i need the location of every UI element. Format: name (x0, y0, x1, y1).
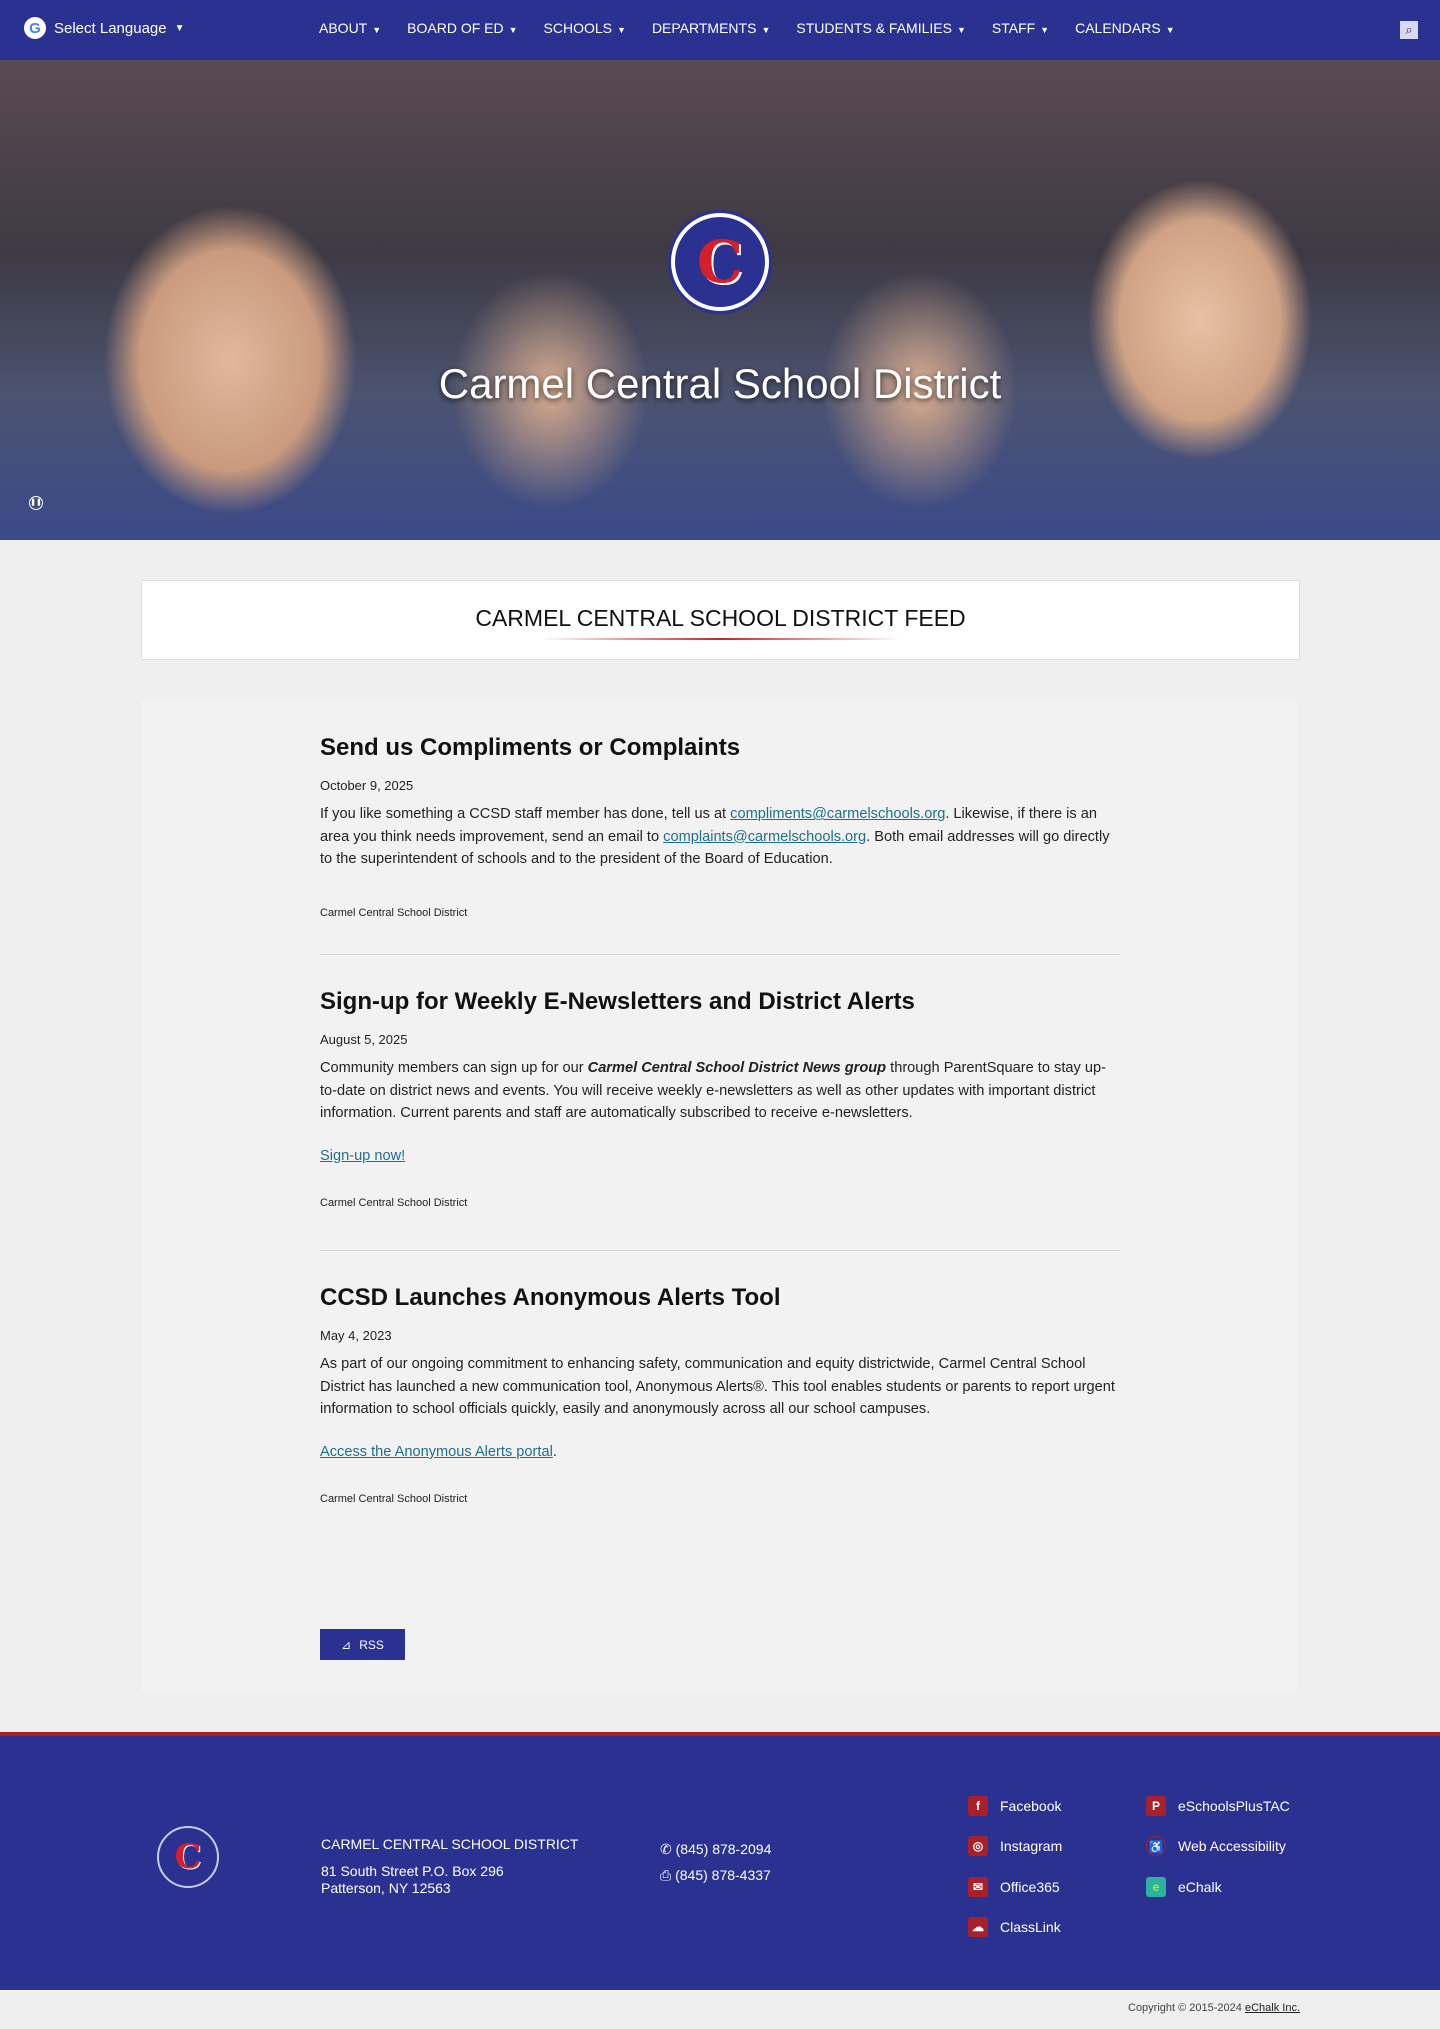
post-source: Carmel Central School District (320, 1493, 468, 1506)
mail-icon: ✉ (968, 1877, 988, 1897)
top-nav (0, 0, 1440, 60)
anonymous-alerts-link[interactable]: Access the Anonymous Alerts portal (320, 1443, 553, 1460)
fax: ⎙ (845) 878-4337 (660, 1867, 771, 1883)
nav-staff[interactable]: STAFF ▼ (991, 20, 1050, 36)
footer (0, 1732, 1440, 1990)
phone-icon: ✆ (660, 1841, 672, 1857)
post (320, 734, 1120, 919)
echalk-icon: e (1146, 1877, 1166, 1897)
district-logo: C (671, 213, 769, 311)
footer-address: CARMEL CENTRAL SCHOOL DISTRICT 81 South Street P.O. Box 296 Patterson, NY 12563 (321, 1836, 579, 1896)
divider (320, 1250, 1120, 1251)
fax-icon: ⎙ (660, 1867, 672, 1883)
post (320, 988, 1120, 1209)
instagram-link[interactable]: ◎ Instagram (968, 1836, 1062, 1856)
rss-icon: ⊿ (341, 1637, 352, 1652)
search-icon[interactable]: ⌕ (1400, 21, 1418, 39)
post-body: If you like something a CCSD staff member has done, tell us at compliments@carmelschools.org. Likewise, if there is an area you think needs improvement, send an email to complaints@carmelschools.org. Both email addresses will go directly to the superintendent of schools and to the president of the Board of Education. (320, 806, 1110, 868)
language-label: Select Language (54, 19, 167, 37)
language-selector[interactable]: G Select Language ▼ (24, 17, 185, 39)
post: CCSD Launches Anonymous Alerts Tool May 4, 2023 As part of our ongoing commitment to enhancing safety, communication and equity districtwide, Carmel Central School District has launched a new communication tool, Anonymous Alerts®. This tool enables students or parents to report urgent information to school officials quickly, easily and anonymously across all our school campuses. Access the Anonymous Alerts portal. Carmel Central School District (320, 1284, 1120, 1505)
instagram-icon: ◎ (968, 1836, 988, 1856)
office365-link[interactable]: ✉ Office365 (968, 1877, 1060, 1897)
nav-departments[interactable]: DEPARTMENTS ▼ (651, 20, 771, 36)
feed-title: CARMEL CENTRAL SCHOOL DISTRICT FEED (475, 605, 966, 631)
nav-board-of-ed[interactable]: BOARD OF ED ▼ (407, 20, 518, 36)
post-body: Community members can sign up for our Carmel Central School District News group through ParentSquare to stay up-to-date on district news and events. You will receive weekly e-newsletters as well as other updates with important district information. Current parents and staff are automatically subscribed to receive e-newsletters. (320, 1060, 1106, 1122)
rss-button[interactable]: ⊿ RSS (320, 1629, 405, 1660)
post-date: October 9, 2025 (320, 778, 414, 793)
hero-banner (0, 60, 1440, 540)
echalk-copyright-link[interactable]: eChalk Inc. (1244, 2002, 1300, 2014)
p-icon: P (1146, 1796, 1166, 1816)
echalk-link[interactable]: e eChalk (1146, 1877, 1222, 1897)
footer-logo: C (157, 1826, 219, 1888)
copyright: Copyright © 2015-2024 eChalk Inc. (1128, 2002, 1300, 2014)
post-date: May 4, 2023 (320, 1328, 392, 1343)
nav-calendars[interactable]: CALENDARS ▼ (1075, 20, 1175, 36)
classlink-link[interactable]: ☁ ClassLink (968, 1917, 1061, 1937)
hero-title: Carmel Central School District (438, 360, 1002, 407)
compliments-email-link[interactable]: compliments@carmelschools.org (730, 806, 946, 822)
post-date: August 5, 2025 (320, 1032, 408, 1047)
eschoolsplustac-link[interactable]: P eSchoolsPlusTAC (1146, 1796, 1290, 1816)
divider (320, 954, 1120, 955)
title-underline (541, 638, 901, 640)
pause-icon[interactable]: ❚❚ (29, 496, 43, 510)
post-title[interactable]: Sign-up for Weekly E-Newsletters and District Alerts (320, 988, 915, 1015)
accessibility-icon: ♿ (1146, 1836, 1166, 1856)
google-icon: G (24, 17, 46, 39)
facebook-icon: f (968, 1796, 988, 1816)
post-body: As part of our ongoing commitment to enhancing safety, communication and equity districtwide, Carmel Central School District has launched a new communication tool, Anonymous Alerts®. This tool enables students or parents to report urgent information to school officials quickly, easily and anonymously across all our school campuses. (320, 1356, 1115, 1418)
post-title[interactable]: CCSD Launches Anonymous Alerts Tool (320, 1284, 781, 1311)
nav-students-families[interactable]: STUDENTS & FAMILIES ▼ (796, 20, 966, 36)
phone: ✆ (845) 878-2094 (660, 1841, 772, 1857)
cloud-icon: ☁ (968, 1917, 988, 1937)
facebook-link[interactable]: f Facebook (968, 1796, 1061, 1816)
complaints-email-link[interactable]: complaints@carmelschools.org (663, 828, 867, 845)
signup-link[interactable]: Sign-up now! (320, 1147, 406, 1164)
post-title[interactable]: Send us Compliments or Complaints (320, 734, 741, 761)
web-accessibility-link[interactable]: ♿ Web Accessibility (1146, 1836, 1286, 1856)
nav-schools[interactable]: SCHOOLS ▼ (543, 20, 626, 36)
feed-header (141, 580, 1300, 660)
post-source: Carmel Central School District (320, 906, 468, 919)
nav-about[interactable]: ABOUT ▼ (319, 20, 382, 36)
post-source: Carmel Central School District (320, 1197, 468, 1210)
